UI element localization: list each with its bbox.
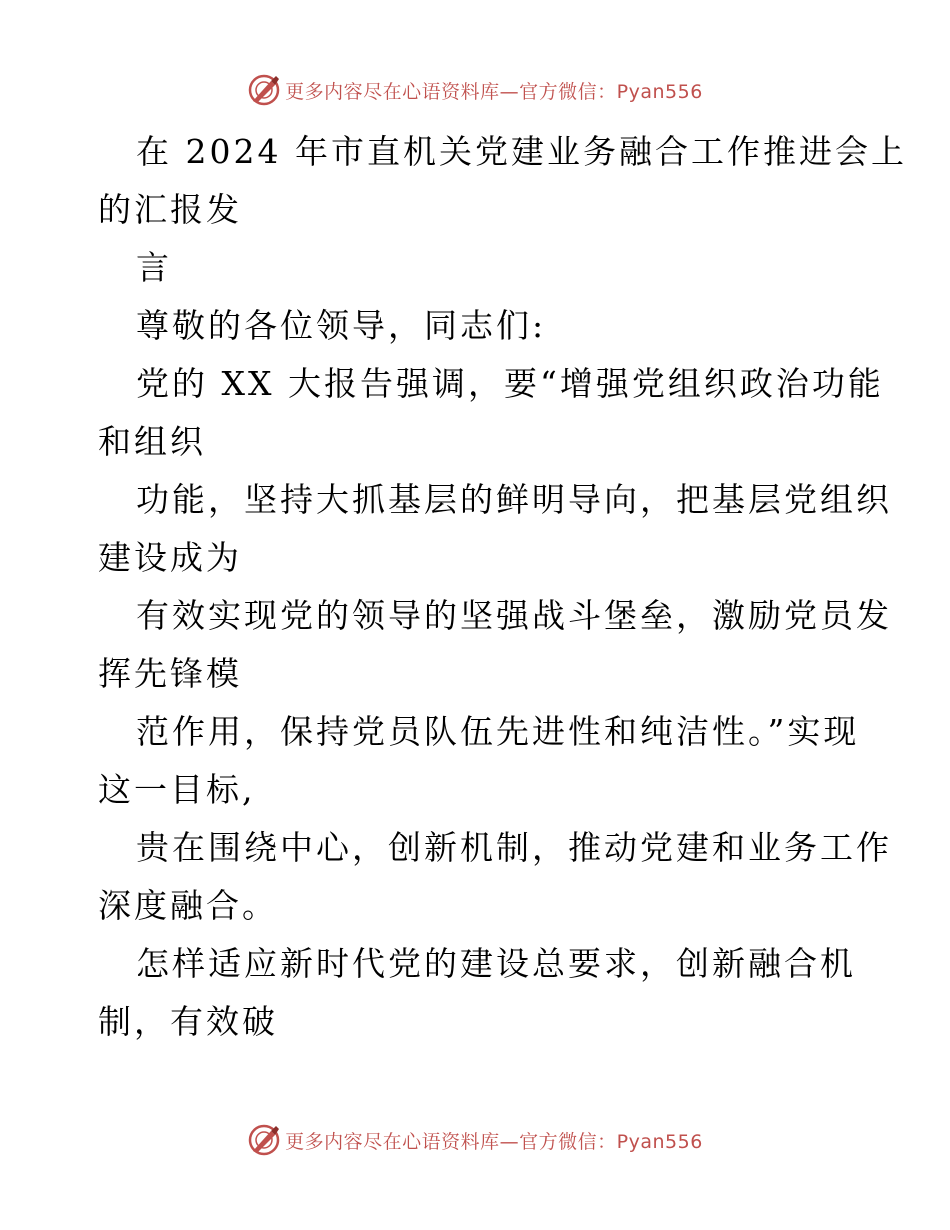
watermark-text: 更多内容尽在心语资料库—官方微信：Pyan556: [285, 80, 703, 103]
text-line: 怎样适应新时代党的建设总要求，创新融合机: [136, 944, 856, 983]
text-line: 贵在围绕中心，创新机制，推动党建和业务工作: [136, 828, 892, 867]
watermark-text: 更多内容尽在心语资料库—官方微信：Pyan556: [285, 1130, 703, 1153]
pen-logo-icon: [247, 73, 281, 107]
document-body: [98, 123, 907, 1051]
text-line: 范作用，保持党员队伍先进性和纯洁性。”实现: [136, 712, 860, 751]
text-line: 和组织: [98, 422, 206, 461]
text-line: 这一目标,: [98, 770, 256, 809]
text-line: 深度融合。: [98, 886, 278, 925]
footer-watermark: [0, 1120, 950, 1160]
text-line: 的汇报发: [98, 190, 242, 229]
header-watermark: [0, 70, 950, 110]
text-line: 言: [136, 248, 172, 287]
pen-logo-icon: [247, 1123, 281, 1157]
text-line: 建设成为: [98, 538, 242, 577]
text-line: 尊敬的各位领导，同志们:: [136, 306, 547, 345]
text-line: 功能，坚持大抓基层的鲜明导向，把基层党组织: [136, 480, 892, 519]
text-line: 挥先锋模: [98, 654, 242, 693]
text-line: 有效实现党的领导的坚强战斗堡垒，激励党员发: [136, 596, 892, 635]
text-line: 党的 XX 大报告强调，要“增强党组织政治功能: [136, 364, 884, 403]
text-line: 制，有效破: [98, 1002, 278, 1041]
text-line: 在 2024 年市直机关党建业务融合工作推进会上: [136, 132, 907, 171]
